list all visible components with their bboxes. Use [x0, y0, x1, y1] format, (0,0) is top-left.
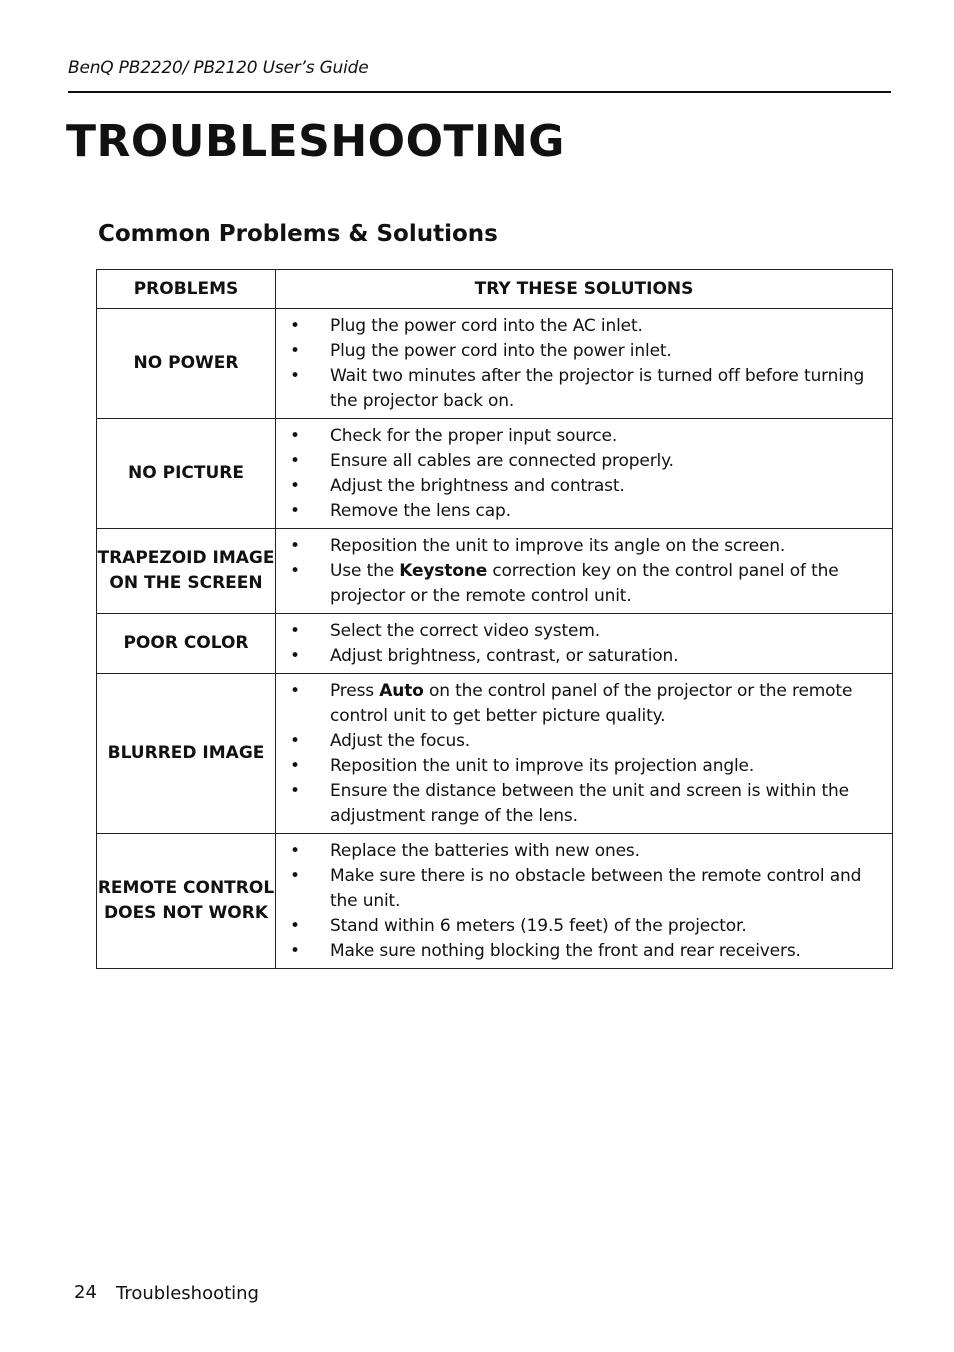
solution-item: [276, 424, 882, 449]
solutions-cell: [276, 834, 893, 969]
solution-item: [276, 339, 882, 364]
solution-item: [276, 559, 882, 609]
header-rule: [68, 91, 891, 93]
bullet-icon: •: [290, 621, 300, 641]
bullet-icon: •: [290, 916, 300, 936]
solution-text: Plug the power cord into the AC inlet.: [330, 316, 643, 336]
running-header: BenQ PB2220/ PB2120 User’s Guide: [68, 58, 369, 78]
solution-item: [276, 364, 882, 414]
bullet-icon: •: [290, 781, 300, 801]
footer-section-name: Troubleshooting: [116, 1283, 259, 1304]
bullet-icon: •: [290, 681, 300, 701]
problem-cell: POOR COLOR: [97, 614, 276, 674]
solution-item: [276, 534, 882, 559]
solution-text: Wait two minutes after the projector is turned off before turning the projector back on.: [330, 366, 865, 411]
bullet-icon: •: [290, 756, 300, 776]
solution-text: Adjust brightness, contrast, or saturation.: [330, 646, 679, 666]
table-row: [97, 529, 893, 614]
bullet-icon: •: [290, 451, 300, 471]
solution-item: [276, 679, 882, 729]
bullet-icon: •: [290, 536, 300, 556]
emphasized-term: Auto: [379, 681, 424, 701]
table-row: [97, 834, 893, 969]
bullet-icon: •: [290, 941, 300, 961]
table-header-row: [97, 270, 893, 309]
table-row: [97, 674, 893, 834]
solution-text: Make sure there is no obstacle between the remote control and the unit.: [330, 866, 862, 911]
solution-text: Stand within 6 meters (19.5 feet) of the projector.: [330, 916, 747, 936]
solution-item: [276, 779, 882, 829]
table-row: [97, 309, 893, 419]
solution-text: Make sure nothing blocking the front and rear receivers.: [330, 941, 801, 961]
solutions-cell: [276, 614, 893, 674]
problem-cell: REMOTE CONTROL DOES NOT WORK: [97, 834, 276, 969]
troubleshooting-table: [96, 269, 893, 969]
solution-item: [276, 729, 882, 754]
table-row: [97, 614, 893, 674]
solution-text: Adjust the focus.: [330, 731, 471, 751]
solution-item: [276, 914, 882, 939]
bullet-icon: •: [290, 841, 300, 861]
solution-list: [276, 674, 892, 833]
solution-text: Reposition the unit to improve its angle on the screen.: [330, 536, 786, 556]
solution-item: [276, 939, 882, 964]
solution-text: Remove the lens cap.: [330, 501, 511, 521]
solutions-cell: [276, 529, 893, 614]
solution-text: Adjust the brightness and contrast.: [330, 476, 625, 496]
solution-text: Plug the power cord into the power inlet.: [330, 341, 672, 361]
bullet-icon: •: [290, 646, 300, 666]
solution-item: [276, 449, 882, 474]
solution-list: [276, 834, 892, 968]
solution-text: Reposition the unit to improve its projection angle.: [330, 756, 755, 776]
table-body: [97, 309, 893, 969]
bullet-icon: •: [290, 341, 300, 361]
page-number: 24: [74, 1282, 97, 1303]
solution-item: [276, 754, 882, 779]
solution-list: [276, 614, 892, 673]
column-header-solutions: TRY THESE SOLUTIONS: [276, 270, 893, 309]
column-header-problems: PROBLEMS: [97, 270, 276, 309]
page-title: TROUBLESHOOTING: [66, 116, 565, 167]
solutions-cell: [276, 674, 893, 834]
solution-text: Ensure the distance between the unit and screen is within the adjustment range of the lens.: [330, 781, 849, 826]
solution-item: [276, 474, 882, 499]
bullet-icon: •: [290, 561, 300, 581]
problem-cell: NO PICTURE: [97, 419, 276, 529]
solution-text: Press Auto on the control panel of the projector or the remote control unit to get better picture quality.: [330, 681, 853, 726]
emphasized-term: Keystone: [399, 561, 488, 581]
solution-item: [276, 644, 882, 669]
bullet-icon: •: [290, 426, 300, 446]
bullet-icon: •: [290, 366, 300, 386]
solution-text: Ensure all cables are connected properly.: [330, 451, 674, 471]
solutions-cell: [276, 309, 893, 419]
solution-item: [276, 314, 882, 339]
solution-text: Use the Keystone correction key on the control panel of the projector or the remote control unit.: [330, 561, 839, 606]
solution-item: [276, 864, 882, 914]
table-row: [97, 419, 893, 529]
solution-item: [276, 619, 882, 644]
solution-list: [276, 309, 892, 418]
problem-cell: BLURRED IMAGE: [97, 674, 276, 834]
bullet-icon: •: [290, 476, 300, 496]
solution-list: [276, 419, 892, 528]
solution-item: [276, 839, 882, 864]
problem-cell: TRAPEZOID IMAGE ON THE SCREEN: [97, 529, 276, 614]
bullet-icon: •: [290, 866, 300, 886]
solution-text: Replace the batteries with new ones.: [330, 841, 640, 861]
bullet-icon: •: [290, 316, 300, 336]
solution-text: Select the correct video system.: [330, 621, 600, 641]
solution-list: [276, 529, 892, 613]
solutions-cell: [276, 419, 893, 529]
solution-text: Check for the proper input source.: [330, 426, 618, 446]
bullet-icon: •: [290, 501, 300, 521]
bullet-icon: •: [290, 731, 300, 751]
section-title: Common Problems & Solutions: [98, 221, 498, 247]
solution-item: [276, 499, 882, 524]
problem-cell: NO POWER: [97, 309, 276, 419]
